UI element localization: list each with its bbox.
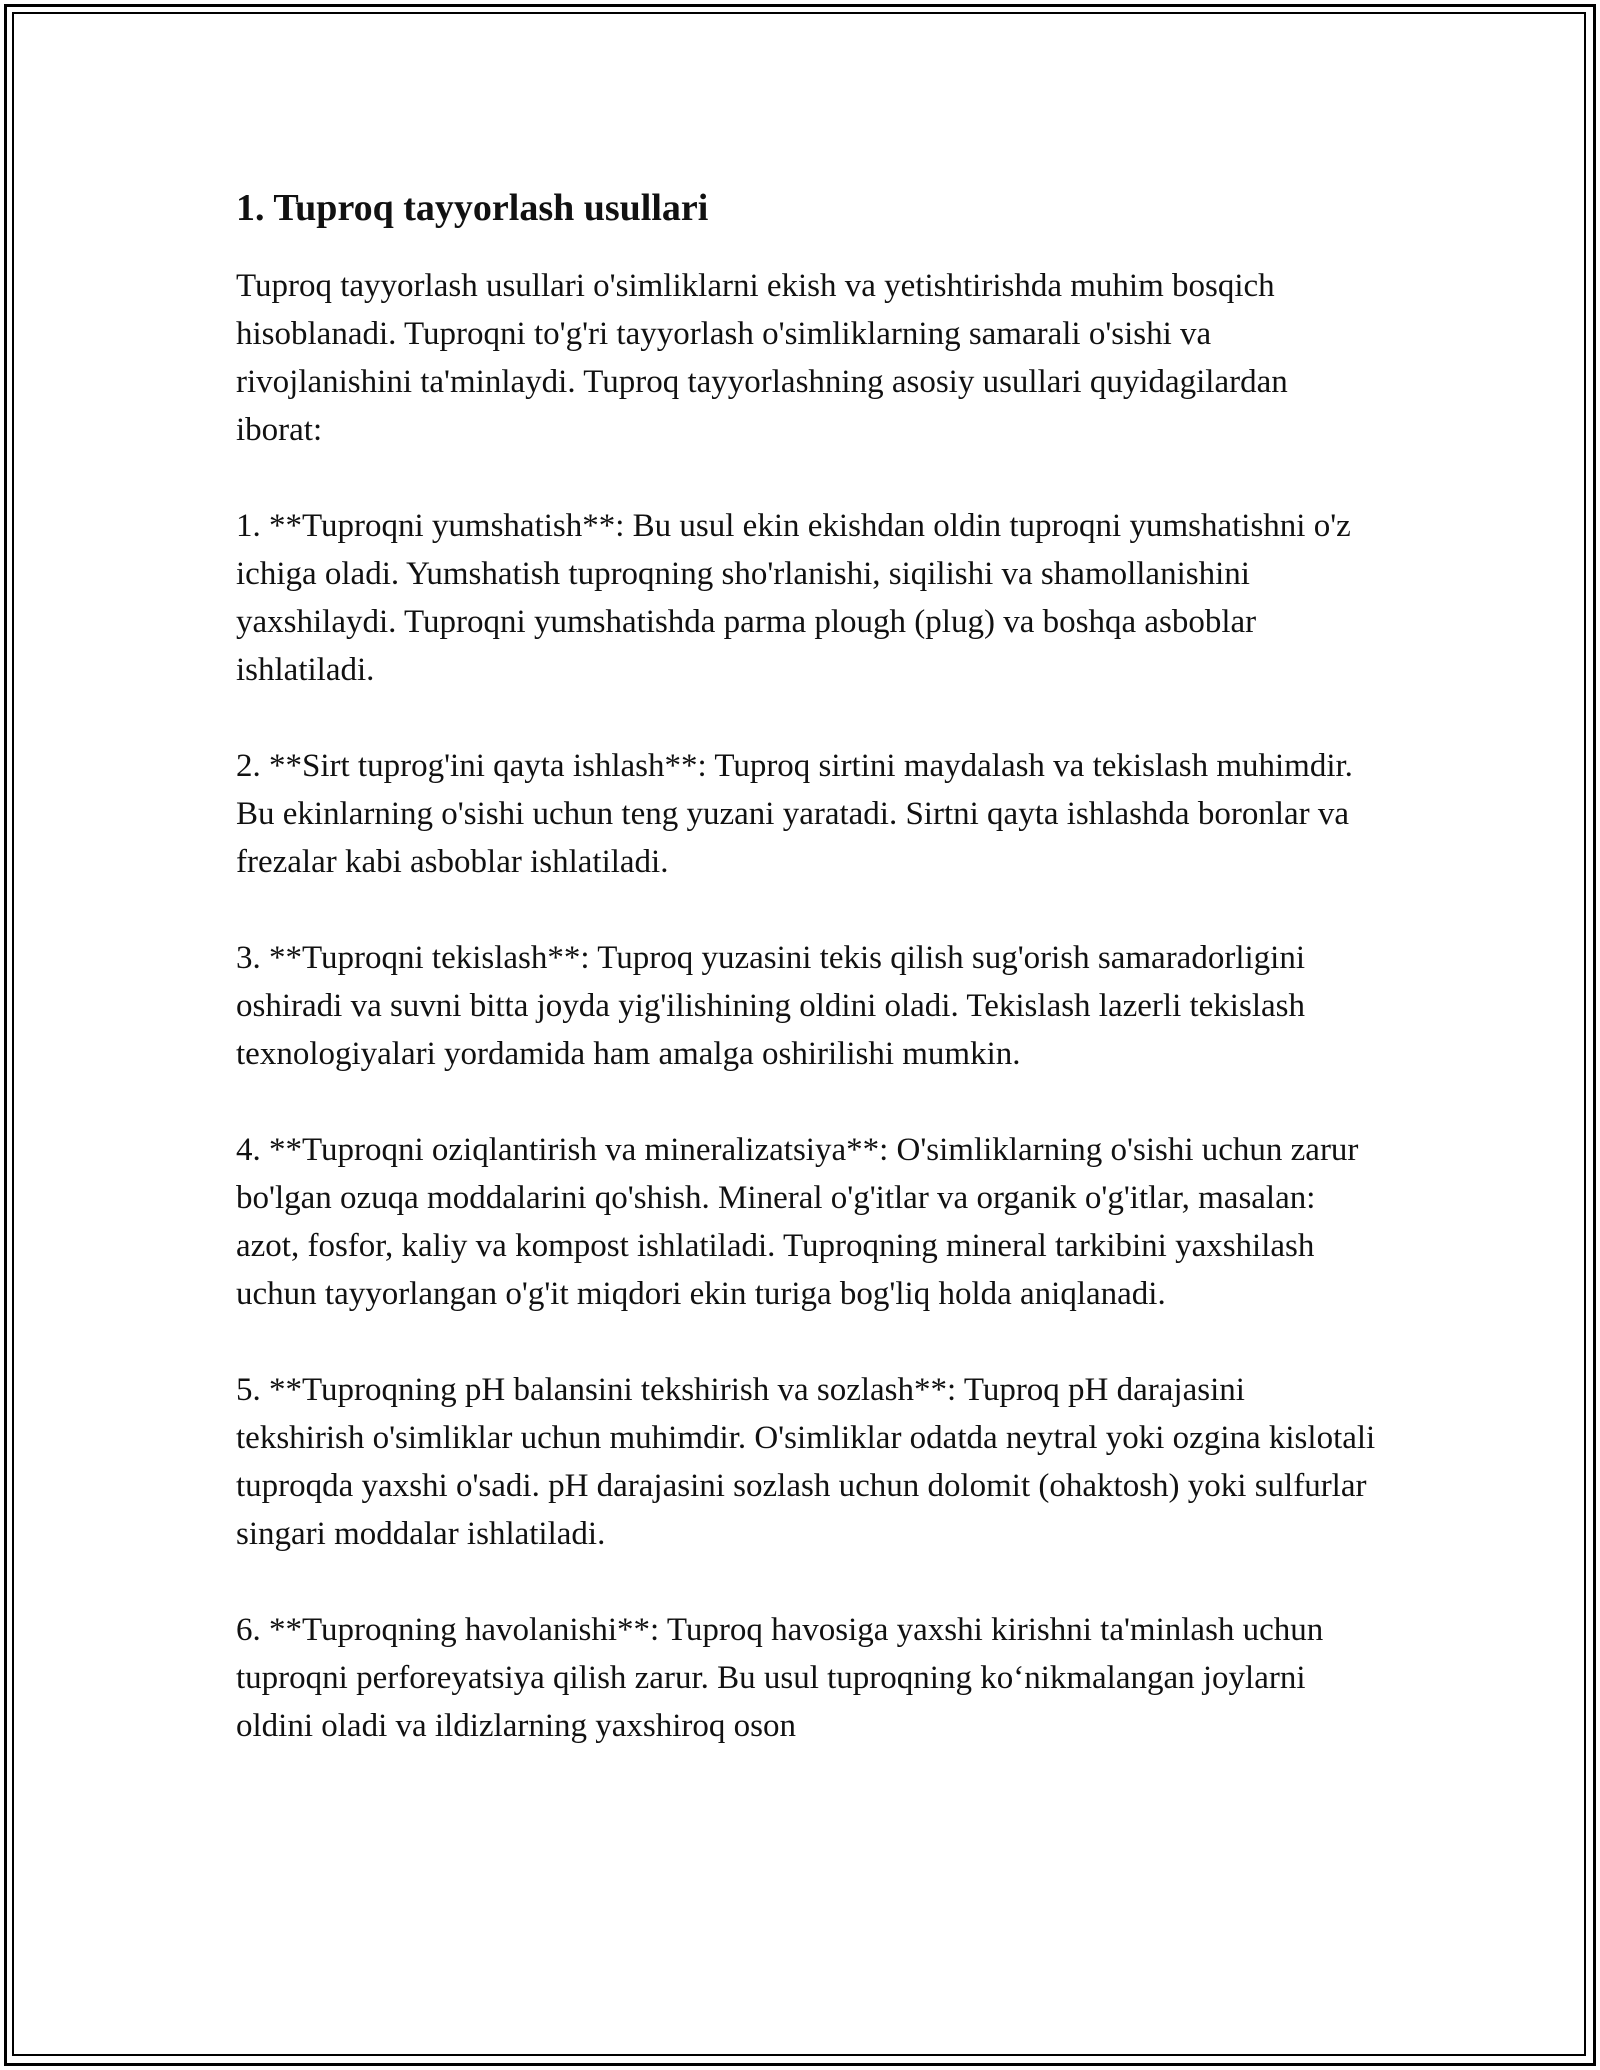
list-item-oziqlantirish: 4. **Tuproqni oziqlantirish va mineralizatsiya**: O'simliklarning o'sishi uchun zarur bo'lgan ozuqa moddalarini qo'shish. Mineral o'g'itlar va organik o'g'itlar, masalan: azot, fosfor, kaliy va kompost ishlatiladi. Tuproqning mineral tarkibini yaxshilash uchun tayyorlangan o'g'it miqdori ekin turiga bog'liq holda aniqlanadi. xyxy=(236,1132,1359,1312)
list-item-tekislash: 3. **Tuproqni tekislash**: Tuproq yuzasini tekis qilish sug'orish samaradorligini oshiradi va suvni bitta joyda yig'ilishining oldini oladi. Tekislash lazerli tekislash texnologiyalari yordamida ham amalga oshirilishi mumkin. xyxy=(236,940,1305,1072)
document-body xyxy=(236,184,1376,1750)
list-item-havolanish: 6. **Tuproqning havolanishi**: Tuproq havosiga yaxshi kirishni ta'minlash uchun tuproqni perforeyatsiya qilish zarur. Bu usul tuproqning ko‘nikmalangan joylarni oldini oladi va ildizlarning yaxshiroq oson xyxy=(236,1612,1324,1744)
list-item-ph-balans: 5. **Tuproqning pH balansini tekshirish va sozlash**: Tuproq pH darajasini tekshirish o'simliklar uchun muhimdir. O'simliklar odatda neytral yoki ozgina kislotali tuproqda yaxshi o'sadi. pH darajasini sozlash uchun dolomit (ohaktosh) yoki sulfurlar singari moddalar ishlatiladi. xyxy=(236,1372,1376,1552)
list-item-yumshatish: 1. **Tuproqni yumshatish**: Bu usul ekin ekishdan oldin tuproqni yumshatishni o'z ichiga oladi. Yumshatish tuproqning sho'rlanishi, siqilishi va shamollanishini yaxshilaydi. Tuproqni yumshatishda parma plough (plug) va boshqa asboblar ishlatiladi. xyxy=(236,508,1351,688)
section-heading: 1. Tuproq tayyorlash usullari xyxy=(236,187,709,229)
list-item-sirt-ishlash: 2. **Sirt tuprog'ini qayta ishlash**: Tuproq sirtini maydalash va tekislash muhimdir. Bu ekinlarning o'sishi uchun teng yuzani yaratadi. Sirtni qayta ishlashda boronlar va frezalar kabi asboblar ishlatiladi. xyxy=(236,748,1353,880)
intro-paragraph: Tuproq tayyorlash usullari o'simliklarni ekish va yetishtirishda muhim bosqich hisoblanadi. Tuproqni to'g'ri tayyorlash o'simliklarning samarali o'sishi va rivojlanishini ta'minlaydi. Tuproq tayyorlashning asosiy usullari quyidagilardan iborat: xyxy=(236,268,1288,448)
